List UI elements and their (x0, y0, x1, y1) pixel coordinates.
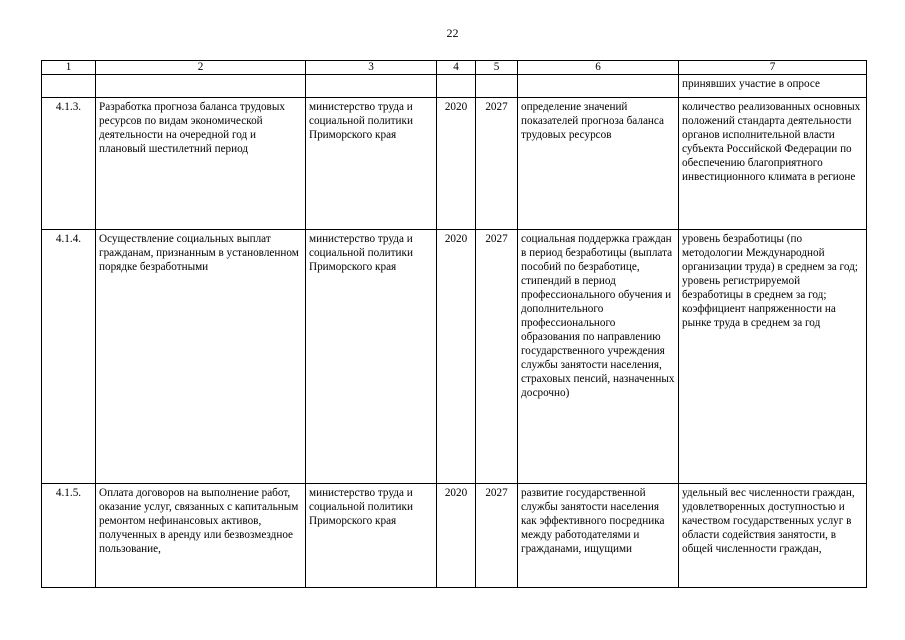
start-year: 2020 (437, 98, 476, 230)
table-row (42, 230, 867, 484)
table-row (42, 484, 867, 588)
expected-result: определение значений показателей прогноза баланса трудовых ресурсов (518, 98, 679, 230)
responsible-executor: министерство труда и социальной политики Приморского края (306, 484, 437, 588)
indicator-link: удельный вес численности граждан, удовлетворенных доступностью и качеством государственных услуг в области содействия занятости, в общей численности граждан, (679, 484, 867, 588)
empty-cell (42, 75, 96, 98)
responsible-executor: министерство труда и социальной политики Приморского края (306, 98, 437, 230)
expected-result: социальная поддержка граждан в период безработицы (выплата пособий по безработице, стипендий в период профессионального обучения и дополнительного профессионального образования по направлению государственного учреждения службы занятости населения, страховых пенсий, назначенных досрочно) (518, 230, 679, 484)
header-cell: 3 (306, 61, 437, 75)
empty-cell (518, 75, 679, 98)
header-cell: 5 (476, 61, 518, 75)
empty-cell (476, 75, 518, 98)
item-number: 4.1.3. (42, 98, 96, 230)
start-year: 2020 (437, 484, 476, 588)
header-cell: 6 (518, 61, 679, 75)
table-row (42, 98, 867, 230)
page-number: 22 (446, 26, 459, 40)
header-cell: 2 (96, 61, 306, 75)
expected-result: развитие государственной службы занятости населения как эффективного посредника между работодателями и гражданами, ищущими (518, 484, 679, 588)
header-cell: 4 (437, 61, 476, 75)
end-year: 2027 (476, 484, 518, 588)
measure-name: Осуществление социальных выплат гражданам, признанным в установленном порядке безработными (96, 230, 306, 484)
empty-cell (437, 75, 476, 98)
empty-cell (96, 75, 306, 98)
indicator-link: количество реализованных основных положений стандарта деятельности органов исполнительной власти субъекта Российской Федерации по обеспечению благоприятного инвестиционного климата в регионе (679, 98, 867, 230)
header-cell: 7 (679, 61, 867, 75)
end-year: 2027 (476, 98, 518, 230)
measure-name: Разработка прогноза баланса трудовых ресурсов по видам экономической деятельности на очередной год и плановый шестилетний период (96, 98, 306, 230)
indicator-cell: принявших участие в опросе (679, 75, 867, 98)
measures-table (41, 60, 867, 588)
header-cell: 1 (42, 61, 96, 75)
header-row (42, 61, 867, 75)
indicator-link: уровень безработицы (по методологии Международной организации труда) в среднем за год; уровень регистрируемой безработицы в среднем за год; коэффициент напряженности на рынке труда в среднем за год (679, 230, 867, 484)
responsible-executor: министерство труда и социальной политики Приморского края (306, 230, 437, 484)
measure-name: Оплата договоров на выполнение работ, оказание услуг, связанных с капитальным ремонтом нефинансовых активов, полученных в аренду или безвозмездное пользование, (96, 484, 306, 588)
continuation-row (42, 75, 867, 98)
item-number: 4.1.5. (42, 484, 96, 588)
start-year: 2020 (437, 230, 476, 484)
item-number: 4.1.4. (42, 230, 96, 484)
end-year: 2027 (476, 230, 518, 484)
empty-cell (306, 75, 437, 98)
